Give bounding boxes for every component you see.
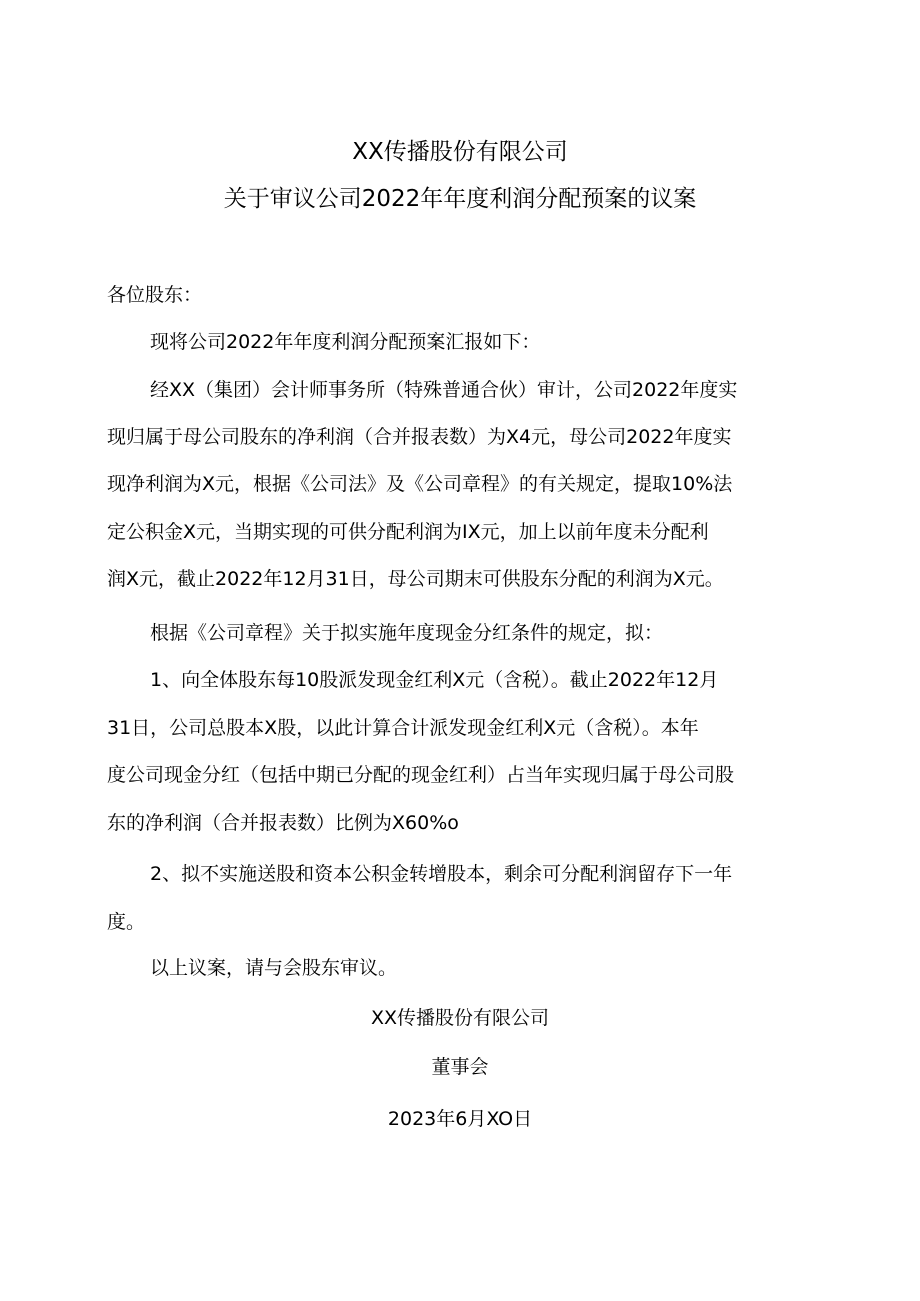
signature-date: 2023年6月XO日 [387,1108,533,1130]
signature-company: XX传播股份有限公司 [370,1007,550,1029]
item-1-line: 31日，公司总股本X股，以此计算合计派发现金红利X元（含税）。本年 [107,717,699,739]
item-2-line: 2、拟不实施送股和资本公积金转增股本，剩余可分配利润留存下一年 [150,863,733,885]
item-1-line: 1、向全体股东每10股派发现金红利X元（含税）。截止2022年12月 [150,669,719,691]
item-1-line: 度公司现金分红（包括中期已分配的现金红利）占当年实现归属于母公司股 [107,764,735,786]
audit-paragraph-line: 现归属于母公司股东的净利润（合并报表数）为X4元，母公司2022年度实 [107,426,732,448]
audit-paragraph-line: 经XX（集团）会计师事务所（特殊普通合伙）审计，公司2022年度实 [150,379,738,401]
closing-paragraph: 以上议案，请与会股东审议。 [150,957,398,979]
item-2-line: 度。 [107,911,146,933]
item-1-line: 东的净利润（合并报表数）比例为X60%o [107,812,459,834]
document-title-company: XX传播股份有限公司 [352,139,568,165]
audit-paragraph-line: 润X元，截止2022年12月31日，母公司期末可供股东分配的利润为X元。 [107,568,724,590]
audit-paragraph-line: 现净利润为X元，根据《公司法》及《公司章程》的有关规定，提取10%法 [107,473,733,495]
document-title-subject: 关于审议公司2022年年度利润分配预案的议案 [223,186,697,212]
intro-paragraph: 现将公司2022年年度利润分配预案汇报如下： [150,331,541,353]
salutation: 各位股东： [107,284,203,306]
audit-paragraph-line: 定公积金X元，当期实现的可供分配利润为IX元，加上以前年度未分配利 [107,521,709,543]
basis-paragraph: 根据《公司章程》关于拟实施年度现金分红条件的规定，拟： [150,622,664,644]
signature-board: 董事会 [431,1056,489,1078]
